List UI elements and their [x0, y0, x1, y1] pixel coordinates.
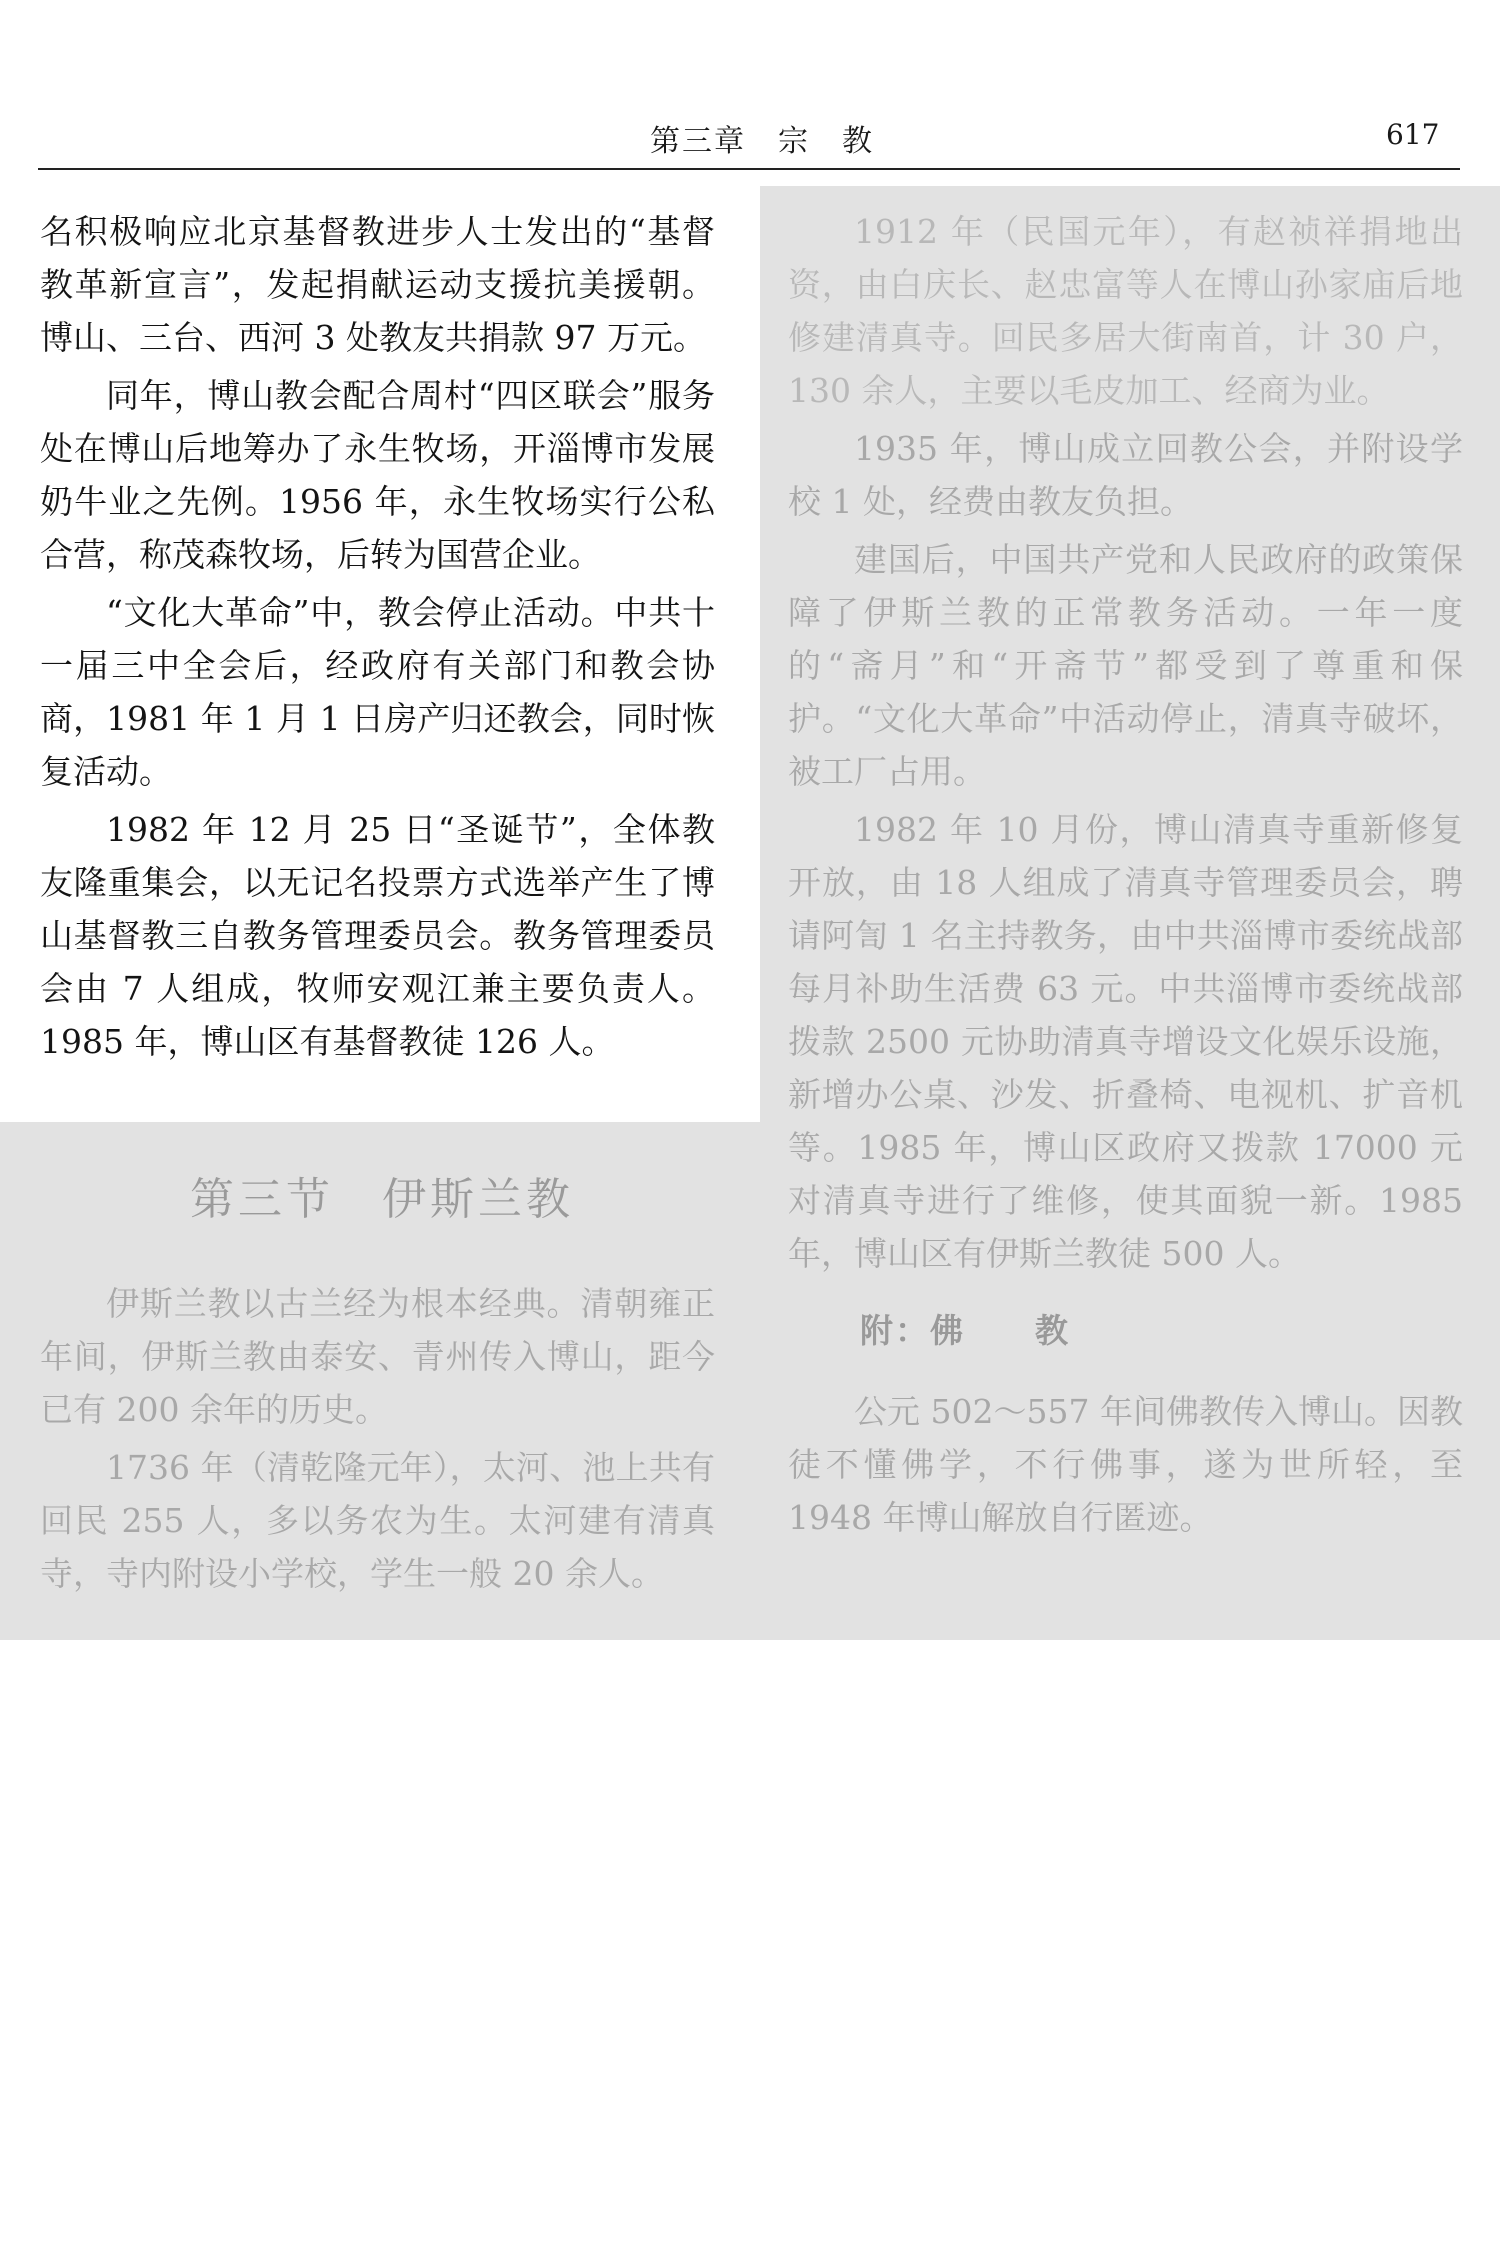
paragraph: 1982 年 10 月份，博山清真寺重新修复开放，由 18 人组成了清真寺管理委员会，聘请阿訇 1 名主持教务，由中共淄博市委统战部每月补助生活费 63 元。中共淄博市委统战部拨款 2500 元协助清真寺增设文化娱乐设施，新增办公桌、沙发、折叠椅、电视机、扩音机等。1985 年，博山区政府又拨款 17000 元对清真寺进行了维修，使其面貌一新。1985 年，博山区有伊斯兰教徒 500 人。: [788, 810, 1463, 1273]
header-rule: [38, 168, 1460, 170]
paragraph: 1982 年 12 月 25 日“圣诞节”，全体教友隆重集会，以无记名投票方式选举产生了博山基督教三自教务管理委员会。教务管理委员会由 7 人组成，牧师安观江兼主要负责人。1985 年，博山区有基督教徒 126 人。: [40, 810, 715, 1061]
paragraph: 1935 年，博山成立回教公会，并附设学校 1 处，经费由教友负担。: [788, 429, 1463, 521]
page-number: 617: [1386, 118, 1440, 151]
appendix-heading: 附：佛 教: [860, 1311, 1070, 1350]
paragraph: 伊斯兰教以古兰经为根本经典。清朝雍正年间，伊斯兰教由泰安、青州传入博山，距今已有 200 余年的历史。: [40, 1284, 715, 1429]
section-left-text: [40, 1277, 715, 1605]
appendix-text: [788, 1385, 1463, 1549]
running-header-title: 第三章 宗 教: [650, 124, 874, 159]
paragraph: 1736 年（清乾隆元年），太河、池上共有回民 255 人，多以务农为生。太河建有清真寺，寺内附设小学校，学生一般 20 余人。: [40, 1448, 715, 1593]
section-heading: 第三节 伊斯兰教: [190, 1174, 574, 1225]
paragraph: 公元 502～557 年间佛教传入博山。因教徒不懂佛学，不行佛事，遂为世所轻，至 1948 年博山解放自行匿迹。: [788, 1392, 1463, 1537]
paragraph: 名积极响应北京基督教进步人士发出的“基督教革新宣言”，发起捐献运动支援抗美援朝。博山、三台、西河 3 处教友共捐款 97 万元。: [40, 212, 715, 357]
paragraph: 建国后，中国共产党和人民政府的政策保障了伊斯兰教的正常教务活动。一年一度的“斋月”和“开斋节”都受到了尊重和保护。“文化大革命”中活动停止，清真寺破坏，被工厂占用。: [788, 540, 1463, 791]
paragraph: “文化大革命”中，教会停止活动。中共十一届三中全会后，经政府有关部门和教会协商，1981 年 1 月 1 日房产归还教会，同时恢复活动。: [40, 593, 715, 791]
paragraph: 1912 年（民国元年），有赵祯祥捐地出资，由白庆长、赵忠富等人在博山孙家庙后地修建清真寺。回民多居大街南首，计 30 户，130 余人，主要以毛皮加工、经商为业。: [788, 212, 1463, 410]
left-column-text: [40, 205, 715, 1073]
paragraph: 同年，博山教会配合周村“四区联会”服务处在博山后地筹办了永生牧场，开淄博市发展奶牛业之先例。1956 年，永生牧场实行公私合营，称茂森牧场，后转为国营企业。: [40, 376, 715, 574]
page-header: [0, 0, 1500, 172]
right-column-text: [788, 205, 1463, 1285]
